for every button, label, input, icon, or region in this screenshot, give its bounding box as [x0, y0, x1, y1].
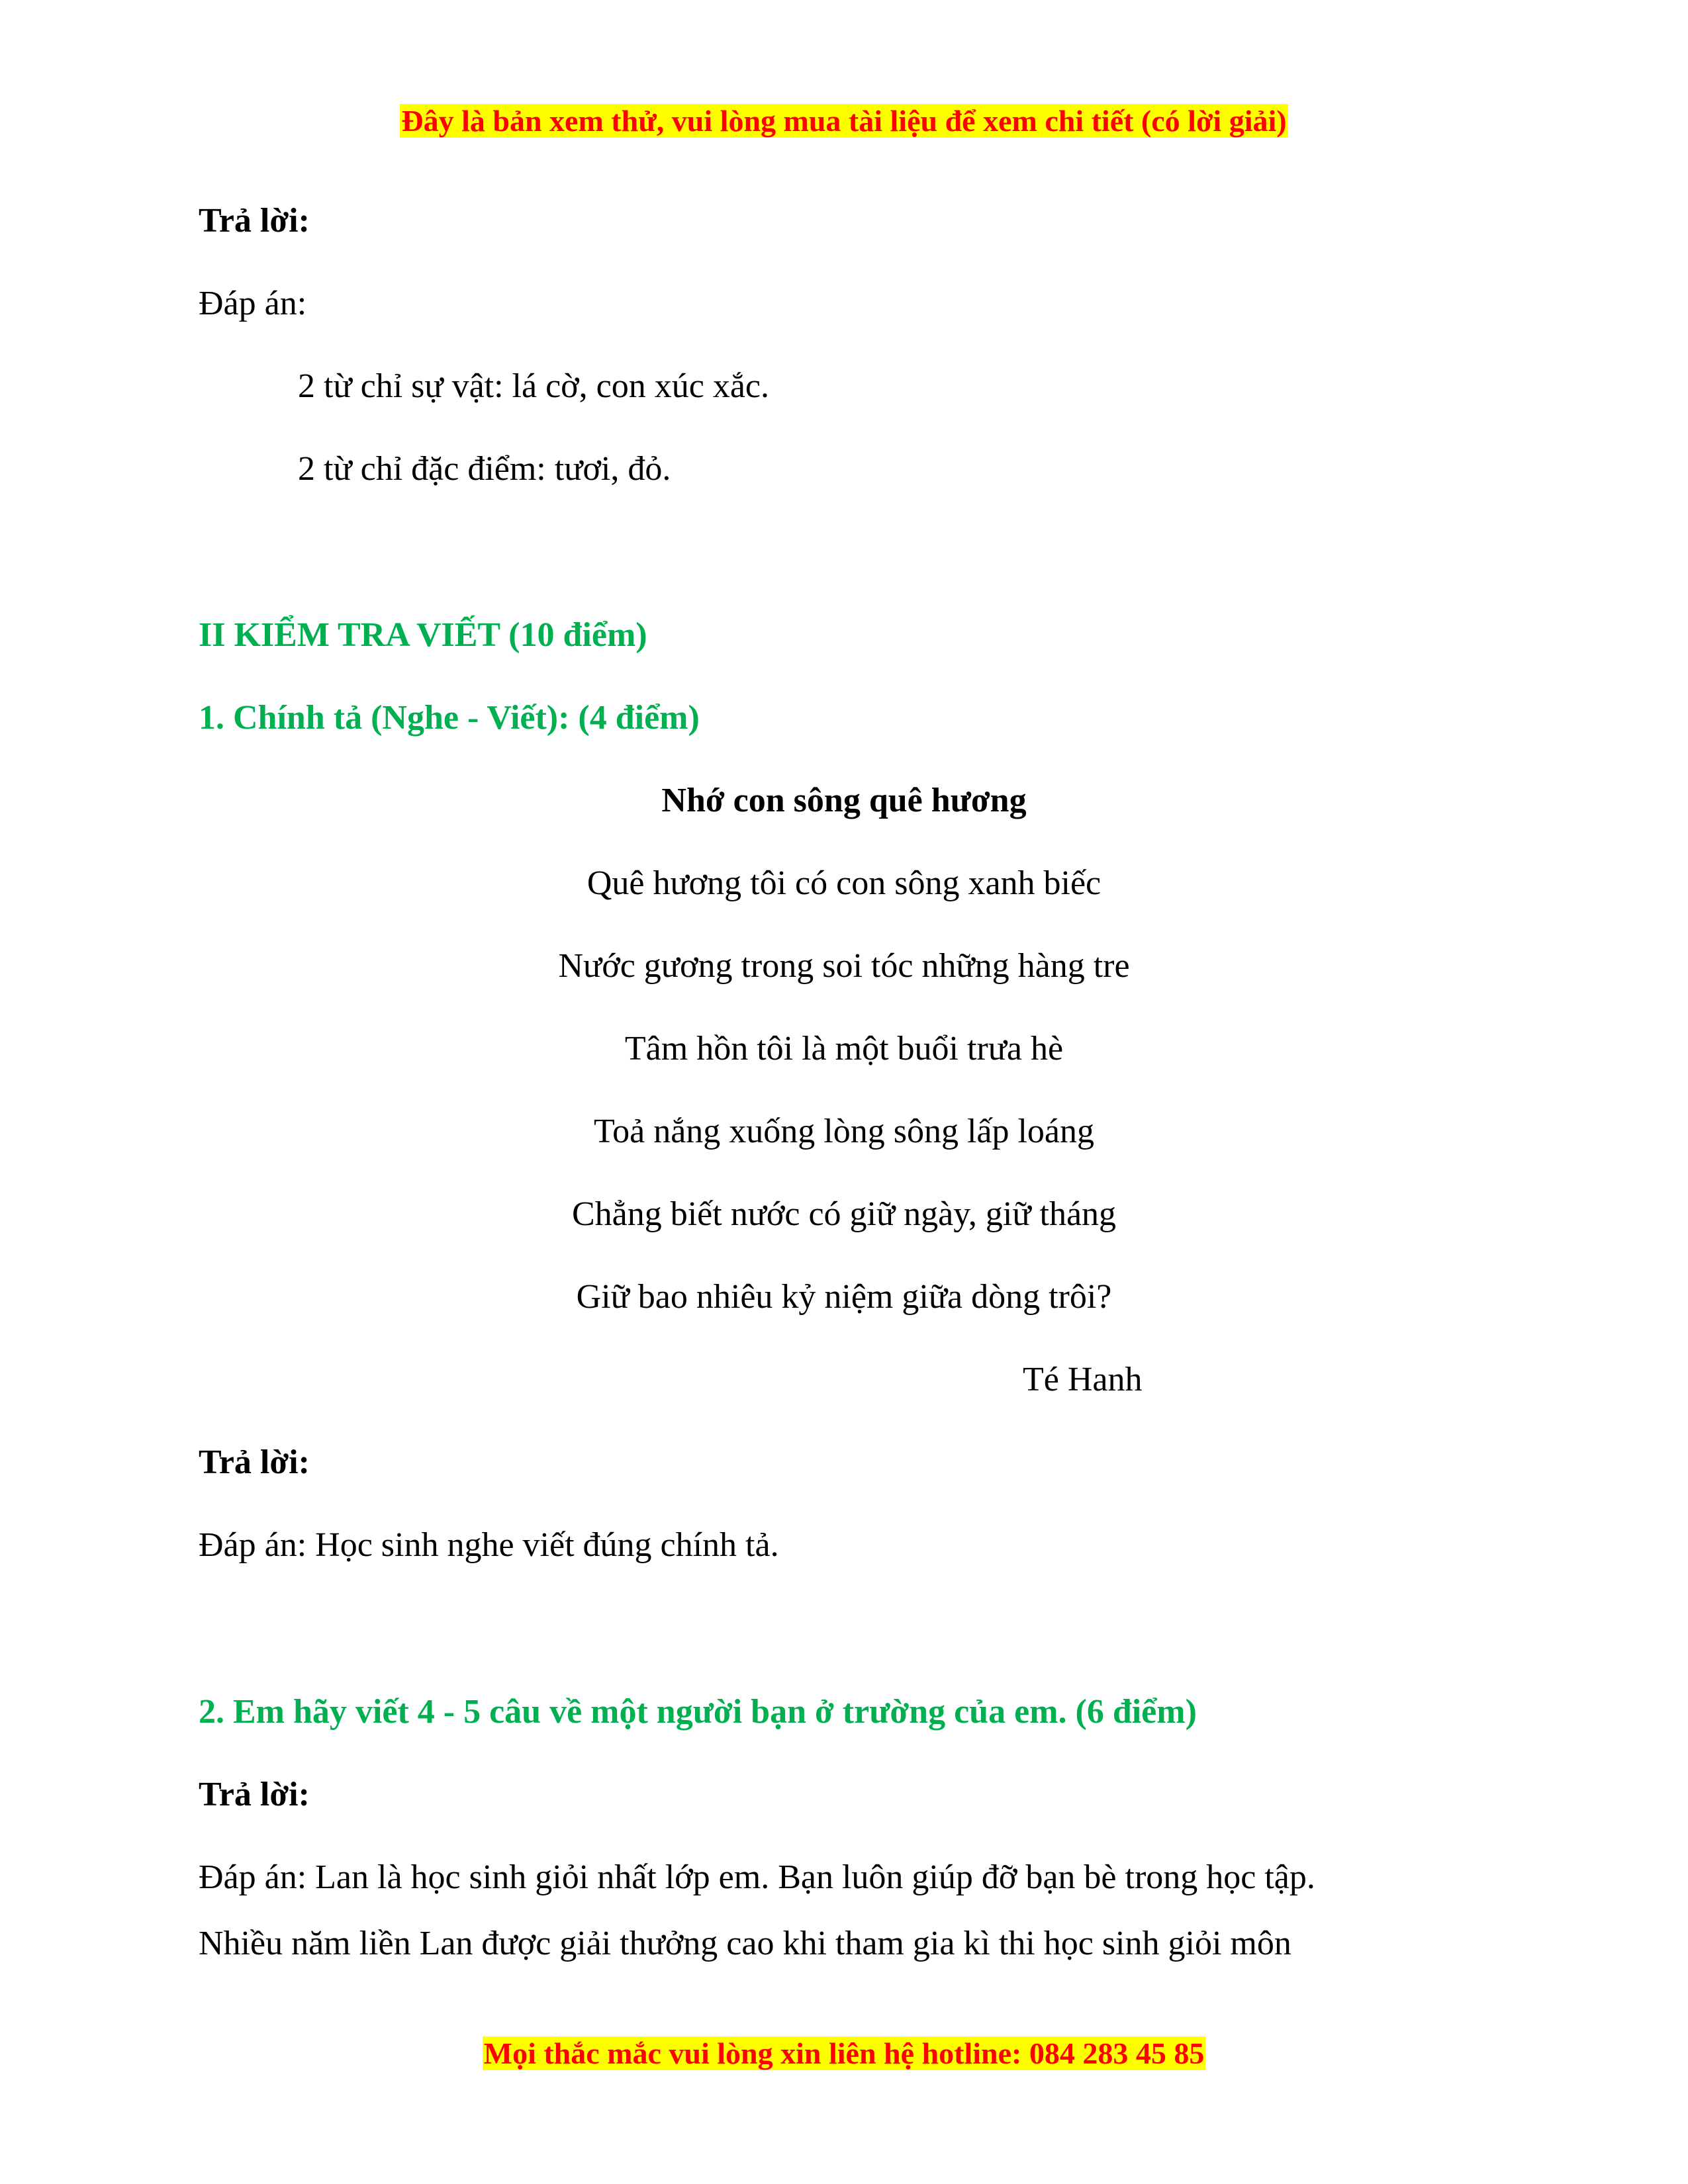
dictation-answer: Đáp án: Học sinh nghe viết đúng chính tả.: [199, 1526, 779, 1564]
answer-label-2: Trả lời:: [199, 1443, 310, 1481]
poem-line: Tâm hồn tôi là một buổi trưa hè: [624, 1030, 1064, 1068]
poem-line: Quê hương tôi có con sông xanh biếc: [586, 864, 1102, 902]
answer-label-1: Trả lời:: [199, 202, 310, 240]
essay-answer-line: Nhiều năm liền Lan được giải thưởng cao khi tham gia kì thi học sinh giỏi môn: [199, 1925, 1291, 1962]
poem-line: Toả nắng xuống lòng sông lấp loáng: [593, 1113, 1095, 1150]
answer-label-3: Trả lời:: [199, 1776, 310, 1813]
part2-heading: 2. Em hãy viết 4 - 5 câu về một người bạn ở trường của em. (6 điểm): [199, 1693, 1197, 1731]
poem-author: Té Hanh: [1023, 1361, 1143, 1398]
part1-heading: 1. Chính tả (Nghe - Viết): (4 điểm): [199, 699, 700, 737]
poem-line: Nước gương trong soi tóc những hàng tre: [558, 947, 1130, 985]
section-heading-writing: II KIỂM TRA VIẾT (10 điểm): [199, 616, 647, 654]
poem-title: Nhớ con sông quê hương: [661, 782, 1027, 819]
preview-notice-line: [0, 99, 1688, 142]
answer-line-things: 2 từ chỉ sự vật: lá cờ, con xúc xắc.: [298, 367, 769, 405]
hotline-notice: Mọi thắc mắc vui lòng xin liên hệ hotline: 084 283 45 85: [483, 2036, 1205, 2070]
answer-intro-1: Đáp án:: [199, 285, 307, 322]
poem-line: Chẳng biết nước có giữ ngày, giữ tháng: [571, 1195, 1117, 1233]
answer-line-traits: 2 từ chỉ đặc điểm: tươi, đỏ.: [298, 450, 671, 488]
hotline-notice-line: [0, 2032, 1688, 2075]
preview-notice: Đây là bản xem thử, vui lòng mua tài liệu để xem chi tiết (có lời giải): [401, 104, 1287, 138]
poem-line: Giữ bao nhiêu kỷ niệm giữa dòng trôi?: [576, 1278, 1112, 1316]
essay-answer-line: Đáp án: Lan là học sinh giỏi nhất lớp em. Bạn luôn giúp đỡ bạn bè trong học tập.: [199, 1858, 1315, 1896]
